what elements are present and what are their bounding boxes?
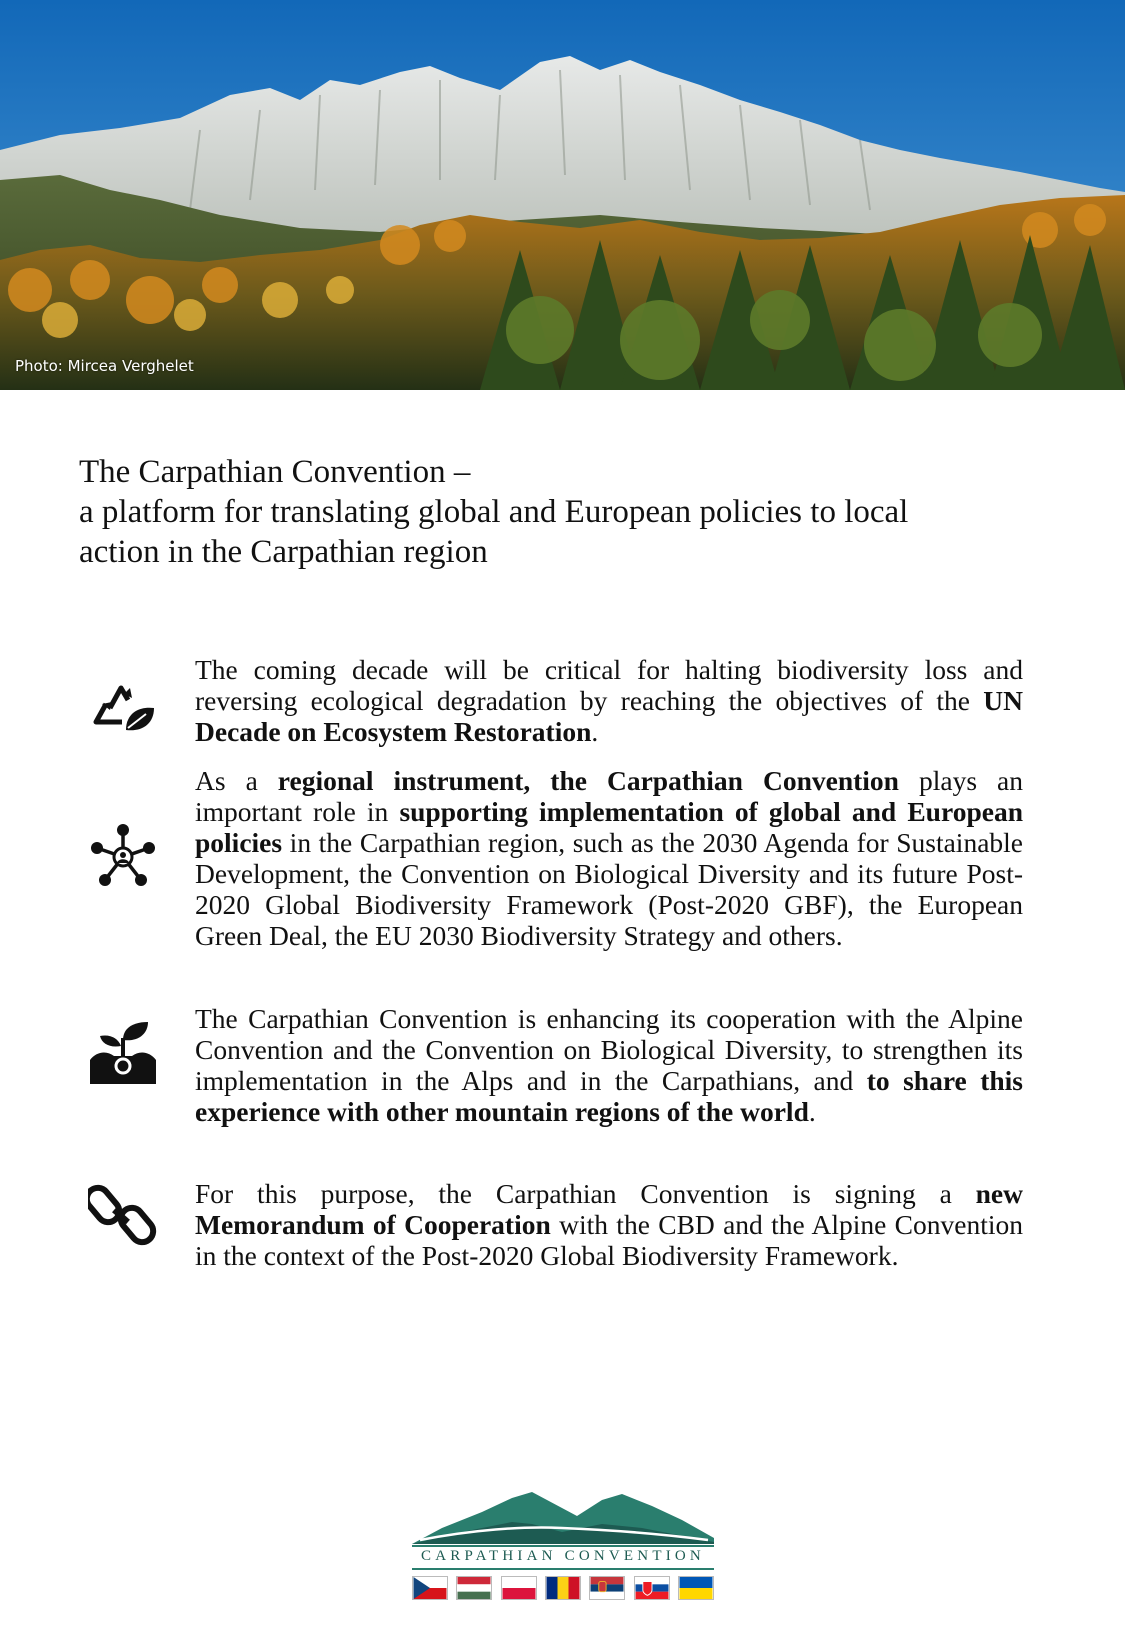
flag-serbia	[589, 1576, 625, 1600]
paragraph-regional-instrument	[195, 765, 1023, 951]
paragraph-cooperation	[195, 1003, 1023, 1127]
body-text: The Carpathian Convention is enhancing its cooperation with the Alpine Convention and the Convention on Biological Diversity, to strengthen its implementation in the Alps and in the Carpathians, and	[195, 1003, 1023, 1096]
flag-poland	[501, 1576, 537, 1600]
flag-ukraine	[678, 1576, 714, 1600]
body-text: in the Carpathian region, such as the 2030 Agenda for Sustainable Development, the Convention on Biological Diversity and its future Post-2020 Global Biodiversity Framework (Post-2020 GBF), the European Green Deal, the EU 2030 Biodiversity Strategy and others.	[195, 827, 1023, 951]
title-line-2: a platform for translating global and European policies to local	[79, 494, 909, 530]
chain-link-icon	[88, 1180, 158, 1250]
recycle-leaf-icon	[88, 670, 158, 740]
sprout-icon	[88, 1016, 158, 1086]
carpathian-convention-logo	[412, 1488, 714, 1603]
paragraph-un-decade	[195, 654, 1023, 747]
emphasis-text: UN Decade on Ecosystem Restoration	[195, 685, 1023, 747]
paragraph-memorandum	[195, 1178, 1023, 1271]
flag-romania	[545, 1576, 581, 1600]
flag-czech-republic	[412, 1576, 448, 1600]
title-line-3: action in the Carpathian region	[79, 534, 488, 570]
photo-credit: Photo: Mircea Verghelet	[15, 357, 194, 375]
emphasis-text: regional instrument, the Carpathian Convention	[277, 765, 899, 796]
hero-photo	[0, 0, 1125, 390]
body-text: The coming decade will be critical for halting biodiversity loss and reversing ecological degradation by reaching the objectives of the	[195, 654, 1023, 716]
body-text: with the CBD and the Alpine Convention in the context of the Post-2020 Global Biodiversity Framework.	[195, 1209, 1023, 1271]
flag-hungary	[456, 1576, 492, 1600]
emphasis-text: supporting implementation of global and European policies	[195, 796, 1023, 858]
logo-text: CARPATHIAN CONVENTION	[421, 1548, 705, 1564]
flag-slovakia	[634, 1576, 670, 1600]
body-text: .	[591, 716, 599, 747]
body-text: For this purpose, the Carpathian Convention is signing a	[195, 1178, 976, 1209]
emphasis-text: new Memorandum of Cooperation	[195, 1178, 1023, 1240]
logo-rule-top	[412, 1545, 714, 1547]
logo-rule-bottom	[412, 1568, 714, 1570]
title-line-1: The Carpathian Convention –	[79, 454, 471, 490]
member-flags	[412, 1576, 714, 1602]
body-text: plays an important role in	[195, 765, 1023, 827]
body-text: .	[808, 1096, 816, 1127]
network-hub-icon	[88, 822, 158, 892]
page-title	[79, 452, 1079, 572]
emphasis-text: to share this experience with other mountain regions of the world	[195, 1065, 1023, 1127]
body-text: As a	[195, 765, 278, 796]
